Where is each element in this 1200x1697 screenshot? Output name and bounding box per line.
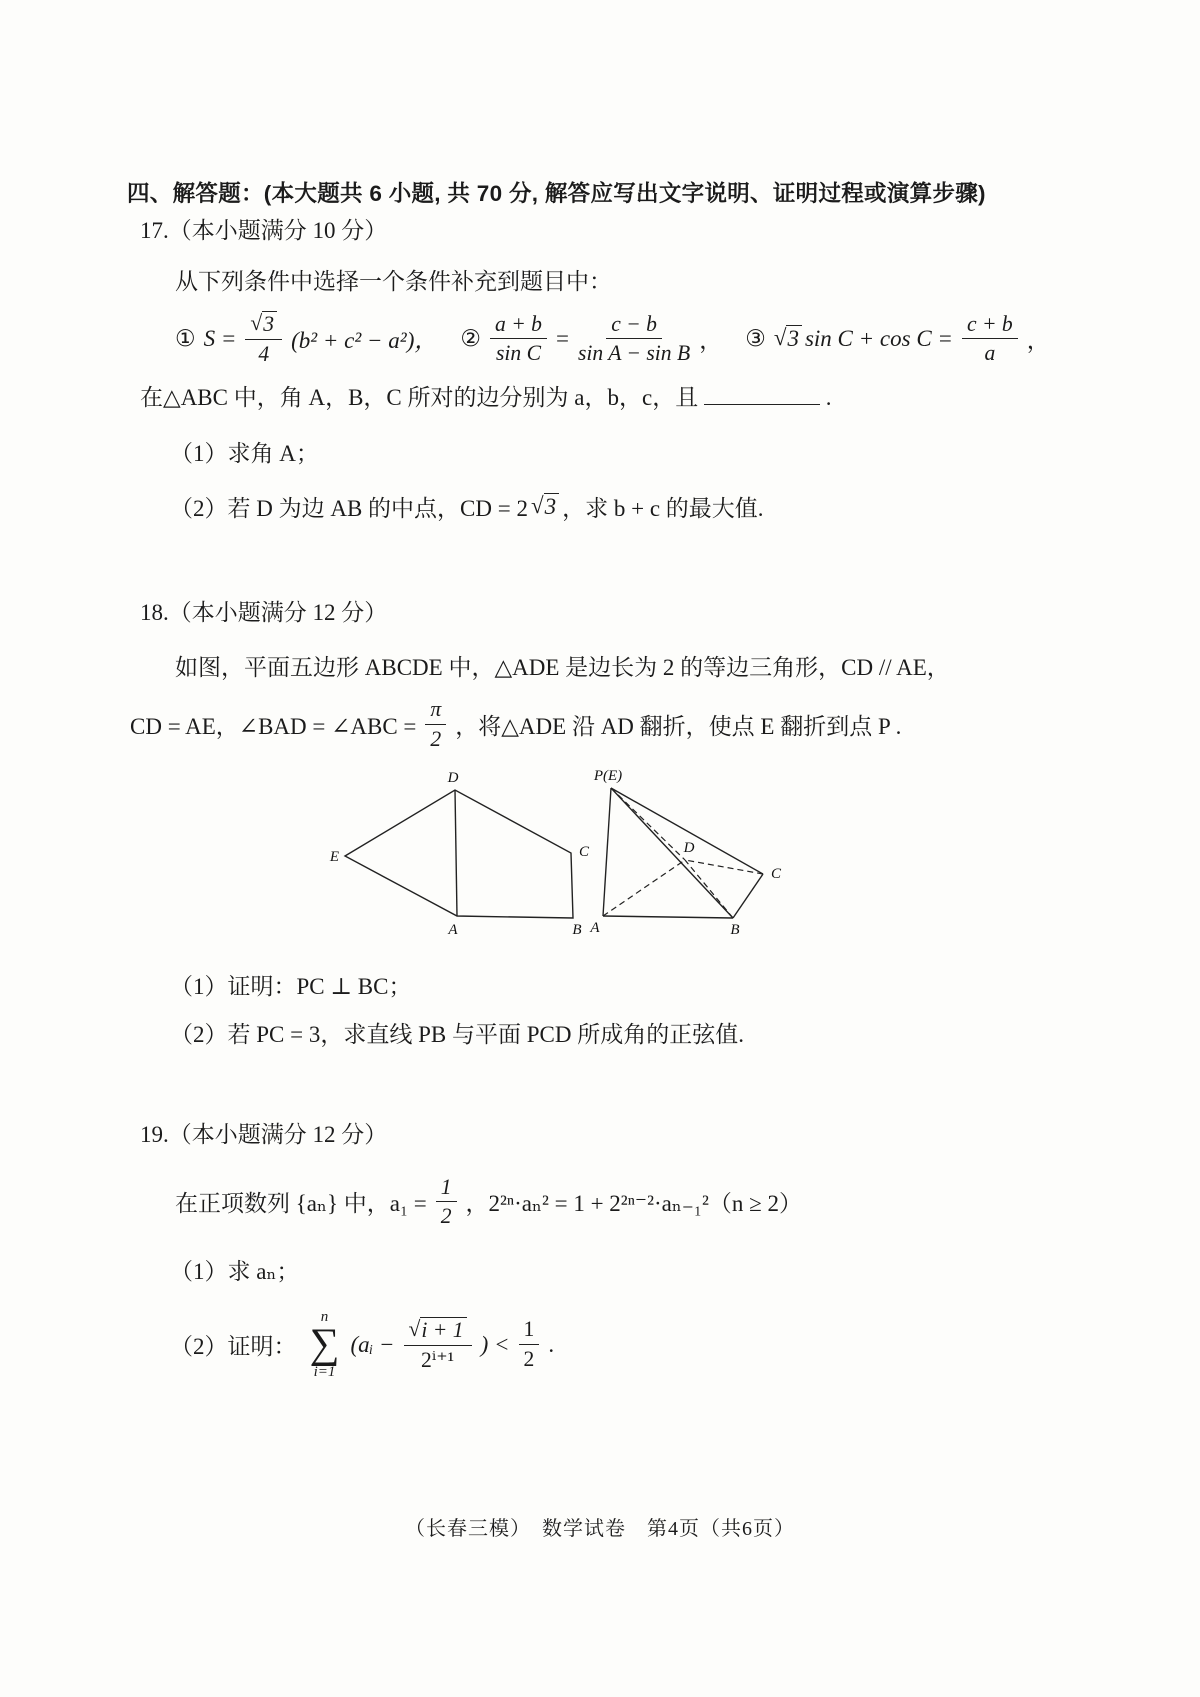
label-C: C <box>579 843 590 860</box>
label-C: C <box>771 865 782 882</box>
sum-fraction <box>404 1317 472 1373</box>
label-A: A <box>448 921 458 938</box>
question-18 <box>128 596 1128 1053</box>
section-header: 四、解答题：(本大题共 6 小题, 共 70 分, 解答应写出文字说明、证明过程或演算步骤) <box>127 181 986 206</box>
sqrt-3-icon <box>774 325 802 352</box>
label-D: D <box>683 839 695 856</box>
cond3-label: ③ <box>745 325 766 351</box>
q18-line2-lhs: CD = AE，∠BAD = ∠ABC = <box>130 713 417 739</box>
numerator: c + b <box>962 312 1018 340</box>
page-footer: （长春三模） 数学试卷 第4页（共6页） <box>405 1518 795 1540</box>
numerator: 1 <box>436 1175 457 1203</box>
q18-figure <box>323 768 1128 952</box>
q17-intro: 从下列条件中选择一个条件补充到题目中： <box>175 268 612 294</box>
q19-line1-lhs: 在正项数列 {aₙ} 中，a₁ = <box>175 1191 427 1217</box>
cond3-comma: ， <box>1026 328 1050 354</box>
q18-title: 18.（本小题满分 12 分） <box>140 600 388 625</box>
denominator: a <box>984 341 996 366</box>
sqrt-3-icon <box>250 311 277 337</box>
cond2-fraction-right <box>578 312 690 367</box>
denominator: 2 <box>430 726 442 751</box>
cond1-fraction <box>245 311 282 367</box>
cond1-label: ① <box>175 325 196 351</box>
q17-setup-text: 在△ABC 中，角 A，B，C 所对的边分别为 a，b，c，且 <box>140 384 699 410</box>
cond3-fraction <box>962 312 1018 367</box>
q17-part1: （1）求角 A； <box>170 441 319 467</box>
q17-setup <box>140 381 1128 416</box>
label-P-E: P(E) <box>593 767 623 784</box>
cond2-equals: = <box>555 325 569 351</box>
denominator: 2 <box>523 1347 535 1372</box>
radicand: √ 3 <box>544 493 560 520</box>
cond1-lhs: S = <box>203 325 237 351</box>
label-E: E <box>329 848 339 865</box>
summation-symbol <box>310 1310 340 1380</box>
q18-line2-rhs: ，将△ADE 沿 AD 翻折，使点 E 翻折到点 P . <box>455 713 902 739</box>
q17-part2-tail: ，求 b + c 的最大值. <box>562 495 764 521</box>
cond1-denominator: 4 <box>258 341 270 366</box>
sum-expression-left: (aᵢ − <box>350 1331 395 1357</box>
label-B: B <box>730 921 740 938</box>
question-19 <box>128 1118 1128 1380</box>
label-B: B <box>572 921 582 938</box>
sum-expression-right: ) < <box>480 1331 510 1357</box>
numerator: c − b <box>606 312 662 340</box>
question-17 <box>128 214 1128 523</box>
q19-part2 <box>170 1310 1128 1380</box>
q19-part1: （1）求 aₙ； <box>170 1259 300 1285</box>
period: . <box>548 1331 555 1357</box>
numerator: a + b <box>490 312 547 340</box>
sqrt-i-plus-1-icon <box>409 1317 467 1343</box>
sigma-icon: ∑ <box>309 1320 340 1367</box>
q17-part2 <box>170 490 1128 523</box>
figure-labels <box>329 768 782 938</box>
cond2-label: ② <box>460 325 481 351</box>
cond1-numerator <box>245 311 282 340</box>
cond3-mid: sin C + cos C = <box>804 325 953 351</box>
numerator <box>404 1317 472 1346</box>
q18-part1: （1）证明：PC ⊥ BC； <box>170 973 412 999</box>
q19-title: 19.（本小题满分 12 分） <box>140 1122 388 1147</box>
answer-blank <box>704 382 820 405</box>
radicand: √ 3 <box>786 325 802 352</box>
label-D: D <box>447 769 459 786</box>
pentagon-and-fold-diagram <box>323 768 803 946</box>
q17-part2-text: （2）若 D 为边 AB 的中点，CD = 2 <box>170 495 528 521</box>
pentagon-outline <box>345 790 573 918</box>
radicand: √ i + 1 <box>420 1317 466 1343</box>
pi-over-2-fraction <box>425 697 446 752</box>
q18-line2 <box>130 697 1128 752</box>
sum-lower-limit: i=1 <box>313 1363 336 1380</box>
denominator: 2ⁱ⁺¹ <box>421 1347 455 1372</box>
one-half-fraction <box>519 1317 540 1372</box>
numerator: π <box>425 697 446 725</box>
q17-setup-period: . <box>825 384 832 410</box>
sqrt-3-icon <box>531 493 559 520</box>
denominator: sin A − sin B <box>577 341 691 366</box>
label-A: A <box>590 919 600 936</box>
sum-upper-limit: n <box>320 1308 329 1325</box>
q18-line1: 如图，平面五边形 ABCDE 中，△ADE 是边长为 2 的等边三角形，CD // AE， <box>175 654 950 680</box>
numerator: 1 <box>519 1317 540 1345</box>
q19-line1-rhs: ，2²ⁿ·aₙ² = 1 + 2²ⁿ⁻²·aₙ₋₁²（n ≥ 2） <box>465 1191 802 1217</box>
radicand: √ 3 <box>262 311 277 337</box>
denominator: 2 <box>440 1204 452 1229</box>
q19-line1 <box>175 1175 1128 1230</box>
cond2-fraction-left <box>490 312 547 367</box>
one-half-fraction <box>436 1175 457 1230</box>
q17-conditions <box>175 311 1128 367</box>
denominator: sin C <box>495 341 541 366</box>
q19-part2-label: （2）证明： <box>170 1334 297 1360</box>
q18-part2: （2）若 PC = 3，求直线 PB 与平面 PCD 所成角的正弦值. <box>170 1022 744 1048</box>
cond2-comma: ， <box>699 328 723 354</box>
q17-title: 17.（本小题满分 10 分） <box>140 218 388 243</box>
cond1-rhs: (b² + c² − a²)， <box>291 328 438 354</box>
